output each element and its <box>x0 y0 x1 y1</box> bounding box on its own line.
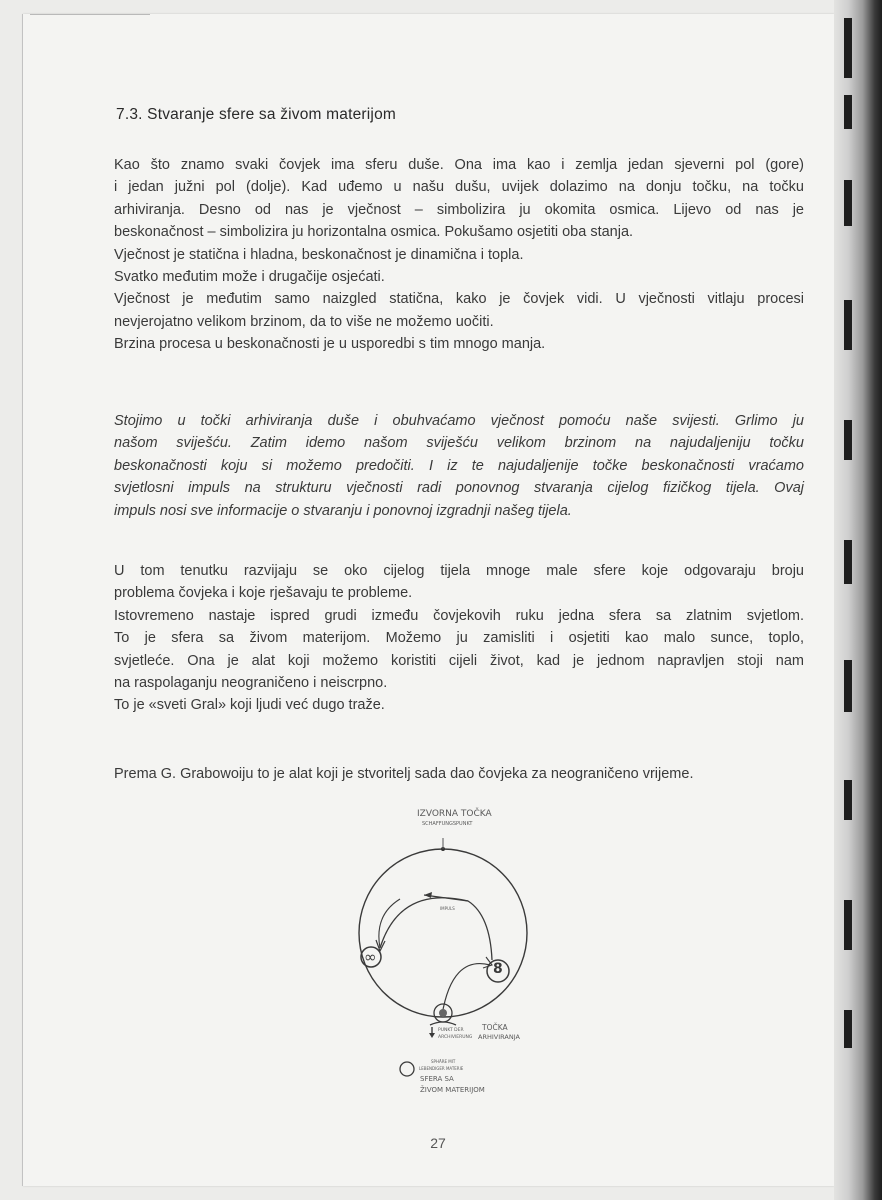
text-line: Vječnost je statična i hladna, beskonačnost je dinamična i topla. <box>114 246 524 263</box>
paragraph-block-4 <box>114 763 804 785</box>
archive-label-hr-2: ARHIVIRANJA <box>478 1033 520 1041</box>
binding-mark <box>844 540 852 584</box>
person-core <box>439 1009 447 1017</box>
text-line: Brzina procesa u beskonačnosti je u usporedbi s tim mnogo manja. <box>114 336 546 353</box>
eight-symbol: 8 <box>493 961 503 977</box>
sphere-label-hr-2: ŽIVOM MATERIJOM <box>420 1086 485 1094</box>
text-line: Stojimo u točki arhiviranja duše i obuhvaćamo vječnost pomoću naše svijesti. Grlimo ju <box>114 413 804 429</box>
impuls-arrowhead <box>424 892 432 898</box>
page-edge-left <box>22 14 23 1186</box>
archive-label-de-1: PUNKT DER <box>438 1028 464 1033</box>
paragraph-block-3 <box>114 560 804 717</box>
text-line: To je «sveti Gral» koji ljudi već dugo traže. <box>114 697 385 714</box>
archive-label-de-2: ARCHIVIERUNG <box>438 1035 473 1040</box>
small-sphere-circle <box>400 1062 414 1076</box>
text-line: svjetlosni impuls na strukturu vječnosti radi ponovnog stvaranja cijelog fizičkog tijela. Ovaj <box>114 480 804 497</box>
text-line: na raspolaganju neograničeno i neiscrpno. <box>114 675 388 692</box>
italic-paragraph <box>114 410 804 522</box>
binding-mark <box>844 1010 852 1048</box>
binding-mark <box>844 180 852 226</box>
text-line: impuls nosi sve informacije o stvaranju i ponovnoj izgradnji našeg tijela. <box>114 502 572 519</box>
text-line: To je sfera sa živom materijom. Možemo ju zamisliti i osjetiti kao malo sunce, toplo, <box>114 630 804 647</box>
person-arms <box>430 1022 456 1025</box>
infinity-to-eternity-curve <box>380 898 492 960</box>
text-line: Vječnost je međutim samo naizgled statična, kako je čovjek vidi. U vječnosti vitlaju procesi <box>114 291 804 308</box>
text-line: beskonačnosti koju si možemo predočiti. I iz te najudaljenije točke beskonačnosti vraćamo <box>114 457 804 474</box>
text-line: Istovremeno nastaje ispred grudi između čovjekovih ruku jedna sfera sa zlatnim svjetlom. <box>114 607 804 624</box>
text-line: Svatko međutim može i drugačije osjećati. <box>114 269 385 286</box>
text-line: U tom tenutku razvijaju se oko cijelog tijela mnoge male sfere koje odgovaraju broju <box>114 563 804 579</box>
text-line: arhiviranja. Desno od nas je vječnost – simbolizira ju okomita osmica. Lijevo od nas je <box>114 201 804 218</box>
book-binding-shadow <box>834 0 882 1200</box>
impuls-label: IMPULS <box>440 906 455 911</box>
archive-label-hr-1: TOČKA <box>482 1023 508 1032</box>
paragraph-block-1 <box>114 154 804 356</box>
text-line: i jedan južni pol (dolje). Kad uđemo u našu dušu, uvijek dolazimo na donju točku, na točku <box>114 179 804 196</box>
archive-arrowhead <box>429 1033 435 1038</box>
sphere-label-de-2: LEBENDIGER MATERIE <box>419 1066 464 1071</box>
section-heading: 7.3. Stvaranje sfere sa živom materijom <box>116 106 397 123</box>
infinity-symbol: ∞ <box>364 948 377 966</box>
sphere-label-hr-1: SFERA SA <box>420 1075 454 1083</box>
text-line: problema čovjeka i koje rješavaju te probleme. <box>114 585 413 602</box>
top-point-label: IZVORNA TOČKA <box>417 809 492 819</box>
text-line: svjetleće. Ona je alat koji možemo koristiti cijeli život, kad je jednom napravljen stoji nam <box>114 652 804 669</box>
binding-mark <box>844 95 852 129</box>
binding-mark <box>844 660 852 712</box>
sphere-label-de-1: SPHÄRE MIT <box>431 1059 456 1064</box>
binding-mark <box>844 420 852 460</box>
text-line: Kao što znamo svaki čovjek ima sferu duše. Ona ima kao i zemlja jedan sjeverni pol (gore) <box>114 157 804 173</box>
text-line: beskonačnost – simbolizira ju horizontalna osmica. Pokušamo osjetiti oba stanja. <box>114 224 634 241</box>
binding-mark <box>844 300 852 350</box>
text-line: nevjerojatno velikom brzinom, da to više ne možemo uočiti. <box>114 313 494 330</box>
binding-mark <box>844 780 852 820</box>
binding-mark <box>844 900 852 950</box>
soul-sphere-circle <box>359 849 527 1017</box>
page-number: 27 <box>430 1135 446 1151</box>
page-edge-top <box>30 14 150 15</box>
text-line: Prema G. Grabowoiju to je alat koji je stvoritelj sada dao čovjeka za neograničeno vrijeme. <box>114 766 694 782</box>
text-line: našom sviješću. Zatim idemo našom sviješću velikom brzinom na najudaljeniju točku <box>114 435 804 452</box>
binding-mark <box>844 18 852 78</box>
soul-sphere-diagram <box>340 805 550 1105</box>
top-point-sublabel: SCHAFFUNGSPUNKT <box>422 821 473 827</box>
